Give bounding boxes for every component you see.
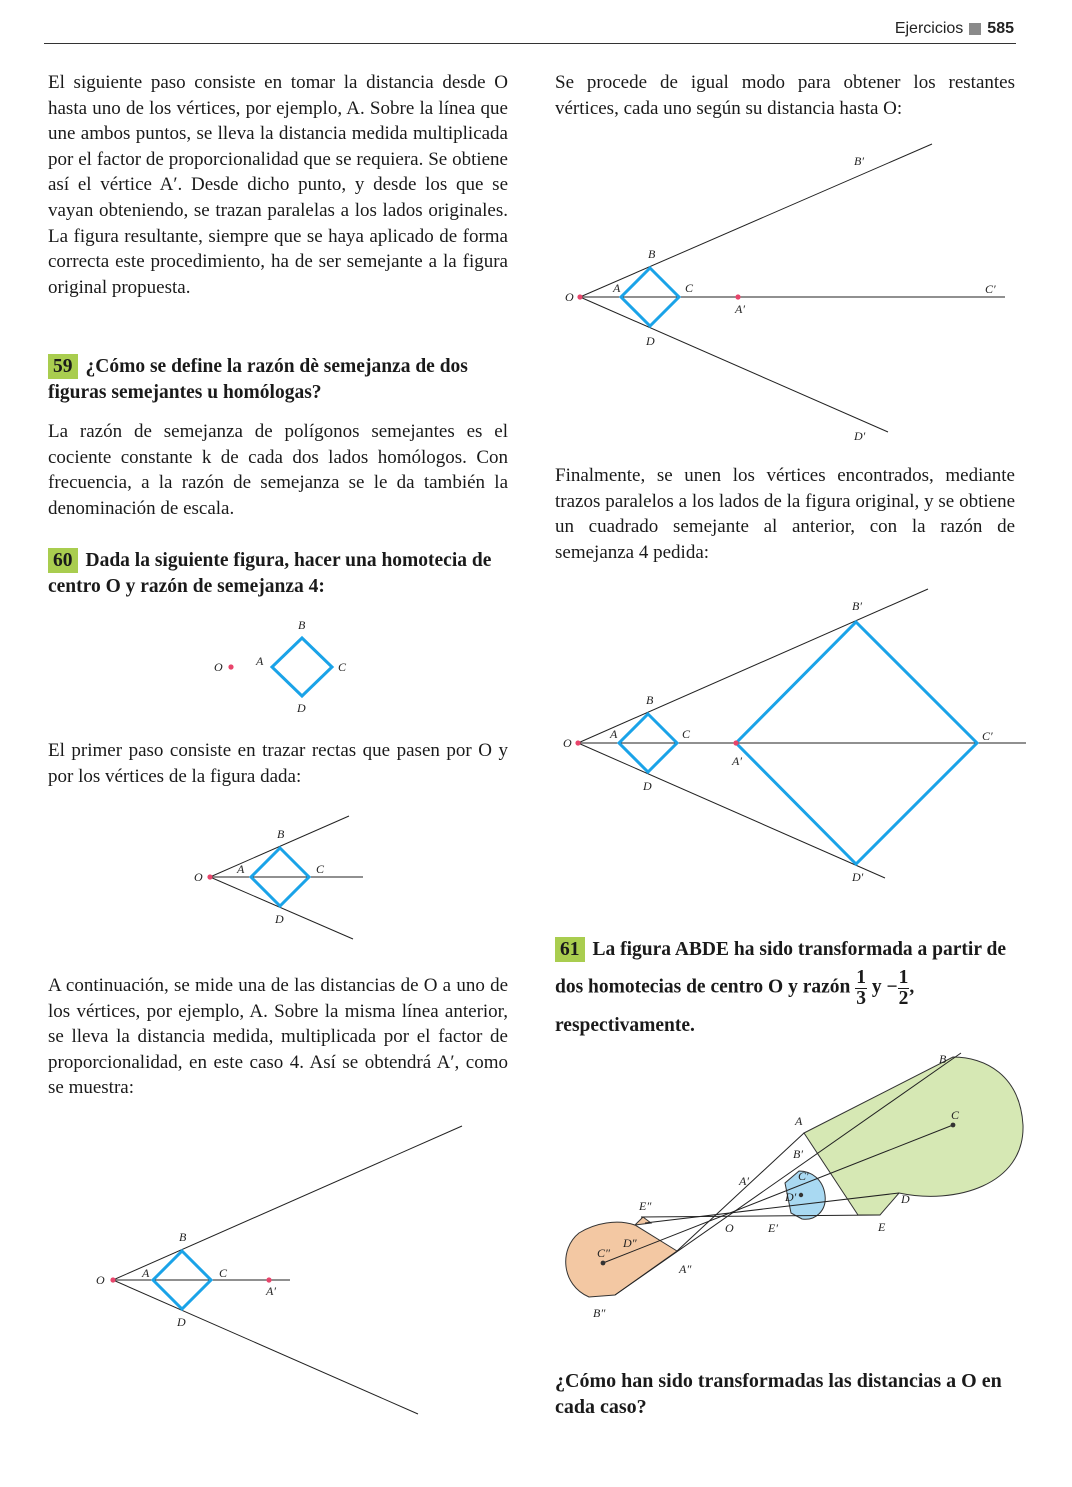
label-d: D	[297, 701, 306, 715]
fraction-sign: −	[886, 976, 898, 998]
label-a: A	[613, 281, 621, 295]
label-c-double-prime: C″	[597, 1246, 611, 1260]
label-b: B	[179, 1230, 187, 1244]
question-number-badge: 60	[48, 548, 78, 573]
question-61-text-mid: y	[866, 976, 887, 998]
square-abcd	[272, 638, 332, 696]
label-d-double-prime: D″	[623, 1236, 637, 1250]
header-rule	[44, 43, 1016, 44]
question-number-badge: 59	[48, 354, 78, 379]
label-a: A	[795, 1114, 803, 1128]
paragraph-step4: Finalmente, se unen los vértices encontrados, mediante trazos paralelos a los lados de la figura original, y se obtiene un cuadrado semejante al anterior, con la razón de semejanza 4 pedida:	[555, 465, 1015, 563]
ray-od	[113, 1280, 418, 1414]
point-a-prime	[266, 1277, 271, 1282]
label-o: O	[214, 660, 223, 674]
figure-initial-square	[200, 612, 370, 722]
figure-abde-minus-half	[566, 1222, 677, 1297]
figure-a-prime	[85, 1120, 475, 1420]
label-a: A	[142, 1266, 150, 1280]
label-d-prime: D′	[785, 1190, 797, 1204]
label-c: C	[316, 862, 325, 876]
label-a-prime: A′	[732, 754, 742, 768]
label-c: C	[951, 1108, 960, 1122]
label-a: A	[237, 862, 245, 876]
answer-59: La razón de semejanza de polígonos semejantes es el cociente constante k de cada dos lados homólogos. Con frecuencia, a la razón de semejanza se le da también la denominación de escala.	[48, 421, 508, 519]
point-a-prime	[735, 294, 740, 299]
label-e-double-prime: E″	[639, 1199, 652, 1213]
page-header	[895, 20, 1014, 38]
point-o	[228, 664, 233, 669]
label-a-prime: A′	[739, 1174, 749, 1188]
label-d: D	[275, 912, 284, 926]
fraction-one-third	[855, 968, 867, 1008]
question-59	[48, 354, 508, 405]
question-60-text: Dada la siguiente figura, hacer una homotecia de centro O y razón de semejanza 4:	[48, 550, 492, 597]
label-c: C	[219, 1266, 228, 1280]
label-a: A	[610, 727, 618, 741]
label-b: B	[648, 247, 656, 261]
point-c	[951, 1123, 956, 1128]
label-e: E	[878, 1220, 886, 1234]
question-59-text: ¿Cómo se define la razón dè semejanza de dos figuras semejantes u homólogas?	[48, 356, 468, 403]
figure-all-rays	[560, 140, 1020, 450]
label-d: D	[646, 334, 655, 348]
question-61-subquestion: ¿Cómo han sido transformadas las distancias a O en cada caso?	[555, 1370, 1002, 1418]
figure-abde-homothety	[555, 1045, 1030, 1325]
point-a-prime	[733, 740, 738, 745]
label-c-prime: C′	[982, 729, 993, 743]
label-c-prime: C′	[985, 282, 996, 296]
label-b-double-prime: B″	[593, 1306, 606, 1320]
question-60	[48, 548, 508, 599]
point-o	[110, 1277, 115, 1282]
label-c: C	[338, 660, 347, 674]
label-b-prime: B′	[793, 1147, 803, 1161]
label-b: B	[298, 618, 306, 632]
paragraph-intro: El siguiente paso consiste en tomar la distancia desde O hasta uno de los vértices, por ejemplo, A. Sobre la línea que une ambos puntos, se lleva la distancia medida multiplicada por el factor de proporcionalidad que se requiera. Se obtiene así el vértice A′. Desde dicho punto, y desde los que se vayan obteniendo, se trazan paralelas a los lados originales. La figura resultante, siempre que se haya aplicado de forma correcta este procedimiento, ha de ser semejante a la figura original propuesta.	[48, 72, 508, 298]
label-c-prime: C′	[798, 1169, 809, 1183]
label-o: O	[96, 1273, 105, 1287]
label-o: O	[725, 1221, 734, 1235]
label-d: D	[901, 1192, 910, 1206]
paragraph-step3: Se procede de igual modo para obtener los restantes vértices, cada uno según su distancia hasta O:	[555, 72, 1015, 119]
fraction-numerator: 1	[856, 967, 866, 988]
question-61-text-end: , respectivamente.	[555, 976, 915, 1036]
label-o: O	[565, 290, 574, 304]
label-d: D	[177, 1315, 186, 1329]
fraction-numerator: 1	[898, 967, 909, 988]
figure-abde	[804, 1057, 1023, 1215]
label-d-prime: D′	[854, 429, 866, 443]
figure-result-square	[560, 585, 1030, 885]
fraction-one-half	[898, 968, 910, 1008]
label-c: C	[682, 727, 691, 741]
page-number: 585	[987, 20, 1014, 37]
question-61	[555, 932, 1023, 1044]
label-b: B	[939, 1052, 947, 1066]
ray-od	[580, 297, 888, 432]
point-o	[577, 294, 582, 299]
ray-e	[641, 1215, 880, 1217]
label-a-prime: A′	[735, 302, 745, 316]
paragraph-step1: El primer paso consiste en trazar rectas que pasen por O y por los vértices de la figura dada:	[48, 740, 508, 787]
point-c-double-prime	[601, 1261, 606, 1266]
question-61-text-start: La figura ABDE ha sido transformada a partir de dos homotecias de centro O y razón	[555, 939, 1006, 998]
paragraph-step2: A continuación, se mide una de las distancias de O a uno de los vértices, por ejemplo, A. Sobre la misma línea anterior, se lleva la distancia medida, multiplicada por el factor de proporcionalidad, en este caso 4. Así se obtendrá A′, como se muestra:	[48, 975, 508, 1099]
label-e-prime: E′	[768, 1221, 778, 1235]
label-o: O	[194, 870, 203, 884]
fraction-denominator: 3	[856, 987, 866, 1009]
point-o	[575, 740, 580, 745]
ray-ob	[113, 1126, 462, 1280]
label-b: B	[277, 827, 285, 841]
section-title: Ejercicios	[894, 20, 964, 37]
label-o: O	[563, 736, 572, 750]
label-b-prime: B′	[852, 599, 862, 613]
figure-rays	[185, 810, 375, 950]
label-a-prime: A′	[266, 1284, 276, 1298]
label-a: A	[256, 654, 264, 668]
label-a-double-prime: A″	[679, 1262, 692, 1276]
label-d-prime: D′	[852, 870, 864, 884]
label-d: D	[643, 779, 652, 793]
ray-ob	[578, 589, 928, 743]
point-o	[207, 874, 212, 879]
ray-od	[210, 877, 353, 939]
question-number-badge: 61	[555, 937, 585, 962]
label-b: B	[646, 693, 654, 707]
label-b-prime: B′	[854, 154, 864, 168]
ray-ob	[580, 144, 932, 297]
label-c: C	[685, 281, 694, 295]
figure-abde-minus-half-notch	[635, 1217, 651, 1225]
point-c-prime	[799, 1193, 803, 1197]
header-square-icon	[969, 23, 981, 35]
fraction-denominator: 2	[898, 987, 909, 1009]
